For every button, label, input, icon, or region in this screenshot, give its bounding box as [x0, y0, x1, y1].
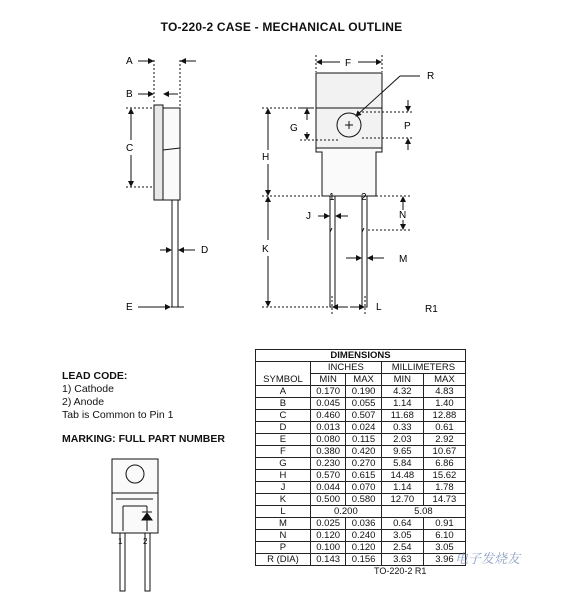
dim-label-p: P — [404, 121, 411, 132]
cell-mm-min: 14.48 — [381, 470, 423, 482]
cell-symbol: P — [256, 542, 311, 554]
table-row — [256, 398, 466, 410]
pin-label-2: 2 — [361, 192, 367, 203]
cell-mm-max: 0.61 — [423, 422, 465, 434]
cell-in-max: 0.240 — [346, 530, 381, 542]
header-inches: INCHES — [310, 362, 381, 374]
cell-symbol: C — [256, 410, 311, 422]
cell-mm-max: 6.10 — [423, 530, 465, 542]
cell-mm-max: 3.05 — [423, 542, 465, 554]
cell-in-max: 0.024 — [346, 422, 381, 434]
table-row — [256, 554, 466, 566]
cell-symbol: H — [256, 470, 311, 482]
header-max: MAX — [423, 374, 465, 386]
cell-mm-max: 1.78 — [423, 482, 465, 494]
table-row — [256, 530, 466, 542]
cell-mm-min: 5.84 — [381, 458, 423, 470]
header-millimeters: MILLIMETERS — [381, 362, 465, 374]
cell-in-max: 0.156 — [346, 554, 381, 566]
cell-symbol: G — [256, 458, 311, 470]
header-symbol: SYMBOL — [256, 362, 311, 386]
cell-symbol: J — [256, 482, 311, 494]
cell-mm-min: 0.33 — [381, 422, 423, 434]
dim-label-e: E — [126, 302, 133, 313]
cell-mm-max: 12.88 — [423, 410, 465, 422]
table-caption: DIMENSIONS — [256, 350, 466, 362]
lead-code-line: 2) Anode — [62, 396, 105, 408]
cell-mm-min: 0.64 — [381, 518, 423, 530]
lead-code-heading: LEAD CODE: — [62, 370, 128, 382]
cell-in-min: 0.044 — [310, 482, 345, 494]
cell-in-min: 0.460 — [310, 410, 345, 422]
cell-symbol: D — [256, 422, 311, 434]
cell-in-min: 0.570 — [310, 470, 345, 482]
marking-heading: MARKING: FULL PART NUMBER — [62, 433, 225, 445]
cell-in-min: 0.170 — [310, 386, 345, 398]
cell-mm-min: 4.32 — [381, 386, 423, 398]
cell-mm-max: 4.83 — [423, 386, 465, 398]
page-title: TO-220-2 CASE - MECHANICAL OUTLINE — [160, 20, 403, 34]
table-row — [256, 470, 466, 482]
table-reference: TO-220-2 R1 — [374, 566, 427, 576]
dim-label-r: R — [427, 71, 435, 82]
dim-label-g: G — [290, 123, 298, 134]
dim-label-a: A — [126, 56, 133, 67]
dim-label-h: H — [262, 152, 270, 163]
cell-mm-min: 1.14 — [381, 482, 423, 494]
cell-mm-min: 1.14 — [381, 398, 423, 410]
cell-in-max: 0.270 — [346, 458, 381, 470]
cell-in-min: 0.380 — [310, 446, 345, 458]
cell-mm-min: 3.05 — [381, 530, 423, 542]
header-max: MAX — [346, 374, 381, 386]
cell-in-max: 0.070 — [346, 482, 381, 494]
marking-diagram — [112, 459, 158, 591]
cell-mm-max: 0.91 — [423, 518, 465, 530]
cell-symbol: F — [256, 446, 311, 458]
cell-mm-max: 2.92 — [423, 434, 465, 446]
cell-in-max: 0.615 — [346, 470, 381, 482]
cell-mm-max: 6.86 — [423, 458, 465, 470]
lead-code-line: Tab is Common to Pin 1 — [62, 409, 174, 421]
cell-in-min: 0.013 — [310, 422, 345, 434]
cell-mm-max: 14.73 — [423, 494, 465, 506]
cell-mm-min: 2.03 — [381, 434, 423, 446]
table-body — [256, 518, 466, 566]
cell-in-max: 0.115 — [346, 434, 381, 446]
cell-symbol: N — [256, 530, 311, 542]
cell-in-max: 0.190 — [346, 386, 381, 398]
lead-code-line: 1) Cathode — [62, 383, 114, 395]
table-row — [256, 458, 466, 470]
table-row — [256, 494, 466, 506]
cell-mm-max: 15.62 — [423, 470, 465, 482]
cell-mm-min: 9.65 — [381, 446, 423, 458]
marking-pin-2: 2 — [143, 537, 148, 546]
header-min: MIN — [310, 374, 345, 386]
cell-mm-min: 11.68 — [381, 410, 423, 422]
cell-mm-max: 3.96 — [423, 554, 465, 566]
cell-mm-max: 1.40 — [423, 398, 465, 410]
cell-inches: 0.200 — [310, 506, 381, 518]
table-row — [256, 386, 466, 398]
pin-label-1: 1 — [329, 192, 335, 203]
cell-mm: 5.08 — [381, 506, 465, 518]
revision-label: R1 — [425, 304, 438, 315]
cell-symbol: L — [256, 506, 311, 518]
cell-in-max: 0.507 — [346, 410, 381, 422]
marking-pin-1: 1 — [118, 537, 123, 546]
table-row — [256, 506, 466, 518]
front-view — [262, 55, 420, 314]
dim-label-k: K — [262, 244, 269, 255]
table-row — [256, 518, 466, 530]
cell-in-max: 0.055 — [346, 398, 381, 410]
table-row — [256, 542, 466, 554]
dim-label-n: N — [399, 210, 407, 221]
cell-in-min: 0.230 — [310, 458, 345, 470]
cell-symbol: M — [256, 518, 311, 530]
cell-in-max: 0.036 — [346, 518, 381, 530]
cell-symbol: R (DIA) — [256, 554, 311, 566]
dim-label-l: L — [376, 302, 382, 313]
dim-label-c: C — [126, 143, 134, 154]
dim-label-d: D — [201, 245, 209, 256]
cell-in-min: 0.025 — [310, 518, 345, 530]
dim-label-b: B — [126, 89, 133, 100]
table-row — [256, 482, 466, 494]
cell-in-min: 0.120 — [310, 530, 345, 542]
side-view — [126, 60, 196, 307]
cell-in-min: 0.100 — [310, 542, 345, 554]
dim-label-j: J — [306, 211, 311, 222]
cell-mm-min: 12.70 — [381, 494, 423, 506]
header-min: MIN — [381, 374, 423, 386]
cell-symbol: K — [256, 494, 311, 506]
cell-mm-min: 2.54 — [381, 542, 423, 554]
table-row — [256, 446, 466, 458]
cell-in-min: 0.080 — [310, 434, 345, 446]
watermark-logo: 电子发烧友 — [455, 551, 521, 566]
cell-in-min: 0.500 — [310, 494, 345, 506]
lead-code-block — [62, 370, 173, 422]
table-row — [256, 434, 466, 446]
cell-symbol: E — [256, 434, 311, 446]
cell-symbol: B — [256, 398, 311, 410]
cell-in-min: 0.045 — [310, 398, 345, 410]
dim-label-f: F — [345, 58, 352, 69]
dimensions-table — [255, 349, 466, 566]
table-row — [256, 422, 466, 434]
cell-mm-max: 10.67 — [423, 446, 465, 458]
table-body — [256, 386, 466, 506]
cell-in-min: 0.143 — [310, 554, 345, 566]
cell-in-max: 0.120 — [346, 542, 381, 554]
cell-in-max: 0.420 — [346, 446, 381, 458]
cell-in-max: 0.580 — [346, 494, 381, 506]
dim-label-m: M — [399, 254, 408, 265]
cell-symbol: A — [256, 386, 311, 398]
table-row — [256, 410, 466, 422]
cell-mm-min: 3.63 — [381, 554, 423, 566]
